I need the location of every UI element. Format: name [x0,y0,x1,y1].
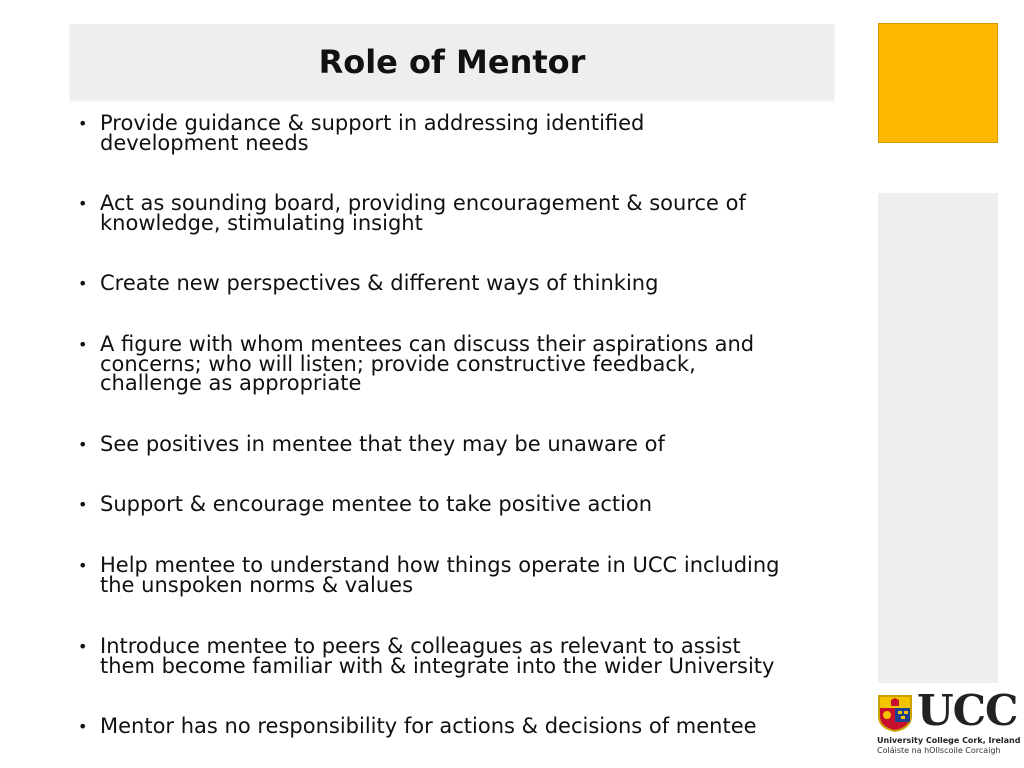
bullet-line: challenge as appropriate [100,371,362,395]
bullet-icon: • [78,435,88,454]
logo-wordmark: UCC [917,686,1018,735]
bullet-line: Provide guidance & support in addressing identified [100,111,645,135]
crest-icon [877,694,913,732]
bullet-icon: • [78,637,88,656]
bullet-text [100,332,755,395]
bullet-line: See positives in mentee that they may be unaware of [100,432,665,456]
bullet-text [100,191,746,235]
bullet-text [100,432,665,456]
logo-line-irish: Coláiste na hOllscoile Corcaigh [877,746,1001,755]
bullet-line: A figure with whom mentees can discuss their aspirations and [100,332,755,356]
bullet-line: Mentor has no responsibility for actions & decisions of mentee [100,714,757,738]
bullet-icon: • [78,194,88,213]
bullet-icon: • [78,495,88,514]
bullet-icon: • [78,335,88,354]
slide-title: Role of Mentor [318,43,586,81]
title-bar [70,24,834,100]
bullet-icon: • [78,717,88,736]
bullet-line: Act as sounding board, providing encouragement & source of [100,191,746,215]
bullet-icon: • [78,274,88,293]
bullet-icon: • [78,114,88,133]
bullet-line: concerns; who will listen; provide constructive feedback, [100,351,696,376]
bullet-text [100,714,757,738]
bullet-text [100,271,659,295]
accent-block [878,23,998,143]
bullet-line: the unspoken norms & values [100,572,414,597]
bullet-line: Create new perspectives & different ways of thinking [100,271,659,295]
bullet-line: Support & encourage mentee to take positive action [100,492,653,516]
bullet-line: Introduce mentee to peers & colleagues as relevant to assist [100,634,741,658]
bullet-line: Help mentee to understand how things operate in UCC including [100,553,780,577]
ucc-logo [877,686,1021,756]
bullet-icon: • [78,556,88,575]
bullet-text [100,492,653,516]
bullet-line: them become familiar with & integrate into the wider University [100,653,775,678]
bullet-line: development needs [100,130,309,155]
bullet-line: knowledge, stimulating insight [100,210,423,235]
bullet-text [100,553,780,597]
side-panel [878,193,998,683]
bullet-text [100,111,645,155]
logo-line-english: University College Cork, Ireland [877,736,1021,745]
bullet-text [100,634,775,678]
